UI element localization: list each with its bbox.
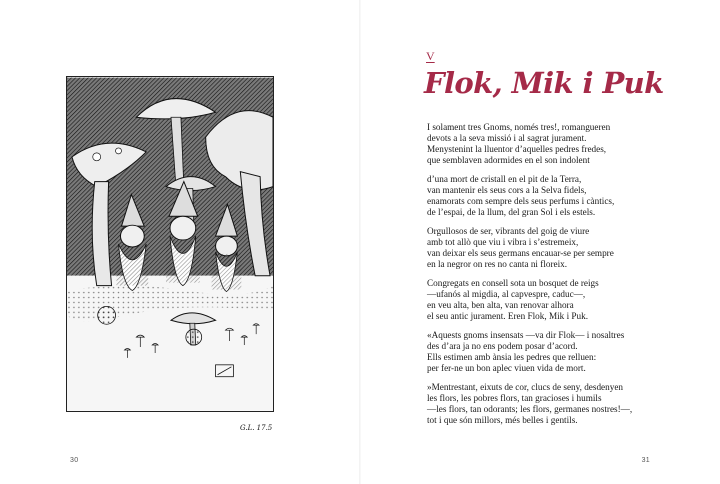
poem-line: Congregats en consell sota un bosquet de reigs [427,278,599,288]
poem-line: »Mentrestant, eixuts de cor, clucs de seny, desdenyen [427,382,623,392]
poem-line: tot i que són millors, més belles i gentils. [427,415,578,425]
poem-line: —les flors, tan odorants; les flors, germanes nostres!—, [427,404,633,414]
stanza-1 [427,122,687,166]
poem-line: d’una mort de cristall en el pit de la Terra, [427,174,582,184]
stanza-5 [427,330,687,374]
poem-line: les flors, les pobres flors, tan gracioses i humils [427,393,602,403]
poem-line: van mantenir els seus cors a la Selva fidels, [427,185,587,195]
poem-line: I solament tres Gnoms, només tres!, romangueren [427,122,611,132]
stanza-4 [427,278,687,322]
poem-line: Menystenint la lluentor d’aquelles pedres fredes, [427,144,607,154]
gnomes-illustration [66,76,274,412]
chapter-numeral: V [426,49,435,63]
poem-line: que semblaven adormides en el son indolent [427,155,590,165]
poem-line: Ells estimen amb ànsia les pedres que relluen: [427,352,597,362]
poem-line: en la negror on res no canta ni floreix. [427,259,568,269]
stanza-2 [427,174,687,218]
poem-line: Orgullosos de ser, vibrants del goig de viure [427,226,590,236]
illustration-drawing [67,77,273,411]
right-page-number: 31 [641,457,650,464]
chapter-title: Flok, Mik i Puk [424,66,664,100]
poem-line: amb tot allò que viu i vibra i s’estremeix, [427,237,579,247]
stanza-6 [427,382,687,426]
poem-line: —ufanós al migdia, al capvespre, caduc—, [427,289,586,299]
poem-line: van deixar els seus germans encauar-se per sempre [427,248,614,258]
poem-text [427,122,687,434]
poem-line: en veu alta, ben alta, van renovar alhora [427,300,574,310]
left-page-number: 30 [70,457,79,464]
poem-line: des d’ara ja no ens podem posar d’acord. [427,341,578,351]
illustration-signature: G.L. 17.5 [240,424,273,432]
poem-line: «Aquests gnoms insensats —va dir Flok— i nosaltres [427,330,625,340]
poem-line: devots a la seva missió i al sagrat jurament. [427,133,587,143]
stanza-3 [427,226,687,270]
poem-line: de l’espai, de la llum, del gran Sol i els estels. [427,207,596,217]
poem-line: per fer-ne un bon aplec viuen vida de mort. [427,363,586,373]
right-page [360,0,720,484]
poem-line: el seu antic jurament. Eren Flok, Mik i Puk. [427,311,589,321]
poem-line: enamorats com sempre dels seus perfums i càntics, [427,196,615,206]
